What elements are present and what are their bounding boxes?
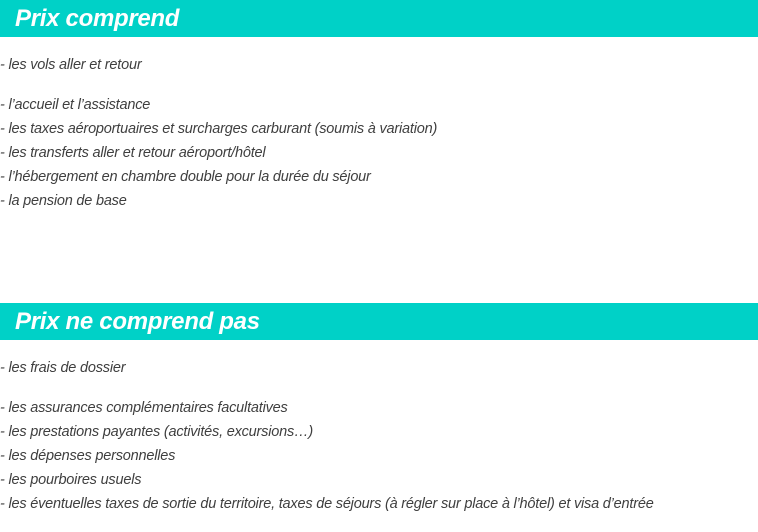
price-includes-header [0,0,758,37]
list-item: - les éventuelles taxes de sortie du territoire, taxes de séjours (à régler sur place à l’hôtel) et visa d’entrée [0,496,654,512]
list-item: - la pension de base [0,193,127,209]
list-item: - les taxes aéroportuaires et surcharges carburant (soumis à variation) [0,121,438,137]
list-item: - les pourboires usuels [0,472,142,488]
list-item: - les dépenses personnelles [0,448,176,464]
list-item: - les prestations payantes (activités, excursions…) [0,424,313,440]
list-item: - les vols aller et retour [0,57,142,73]
price-excludes-section [0,303,758,516]
list-item: - l’accueil et l’assistance [0,97,151,113]
price-includes-title: Prix comprend [15,5,180,32]
list-item: - les assurances complémentaires facultatives [0,400,288,416]
price-excludes-list [0,356,758,516]
price-excludes-header [0,303,758,340]
list-item: - l’hébergement en chambre double pour la durée du séjour [0,169,371,185]
price-excludes-title: Prix ne comprend pas [15,308,260,335]
price-includes-section [0,0,758,213]
list-item: - les transferts aller et retour aéroport/hôtel [0,145,266,161]
price-includes-list [0,53,758,213]
list-item: - les frais de dossier [0,360,126,376]
